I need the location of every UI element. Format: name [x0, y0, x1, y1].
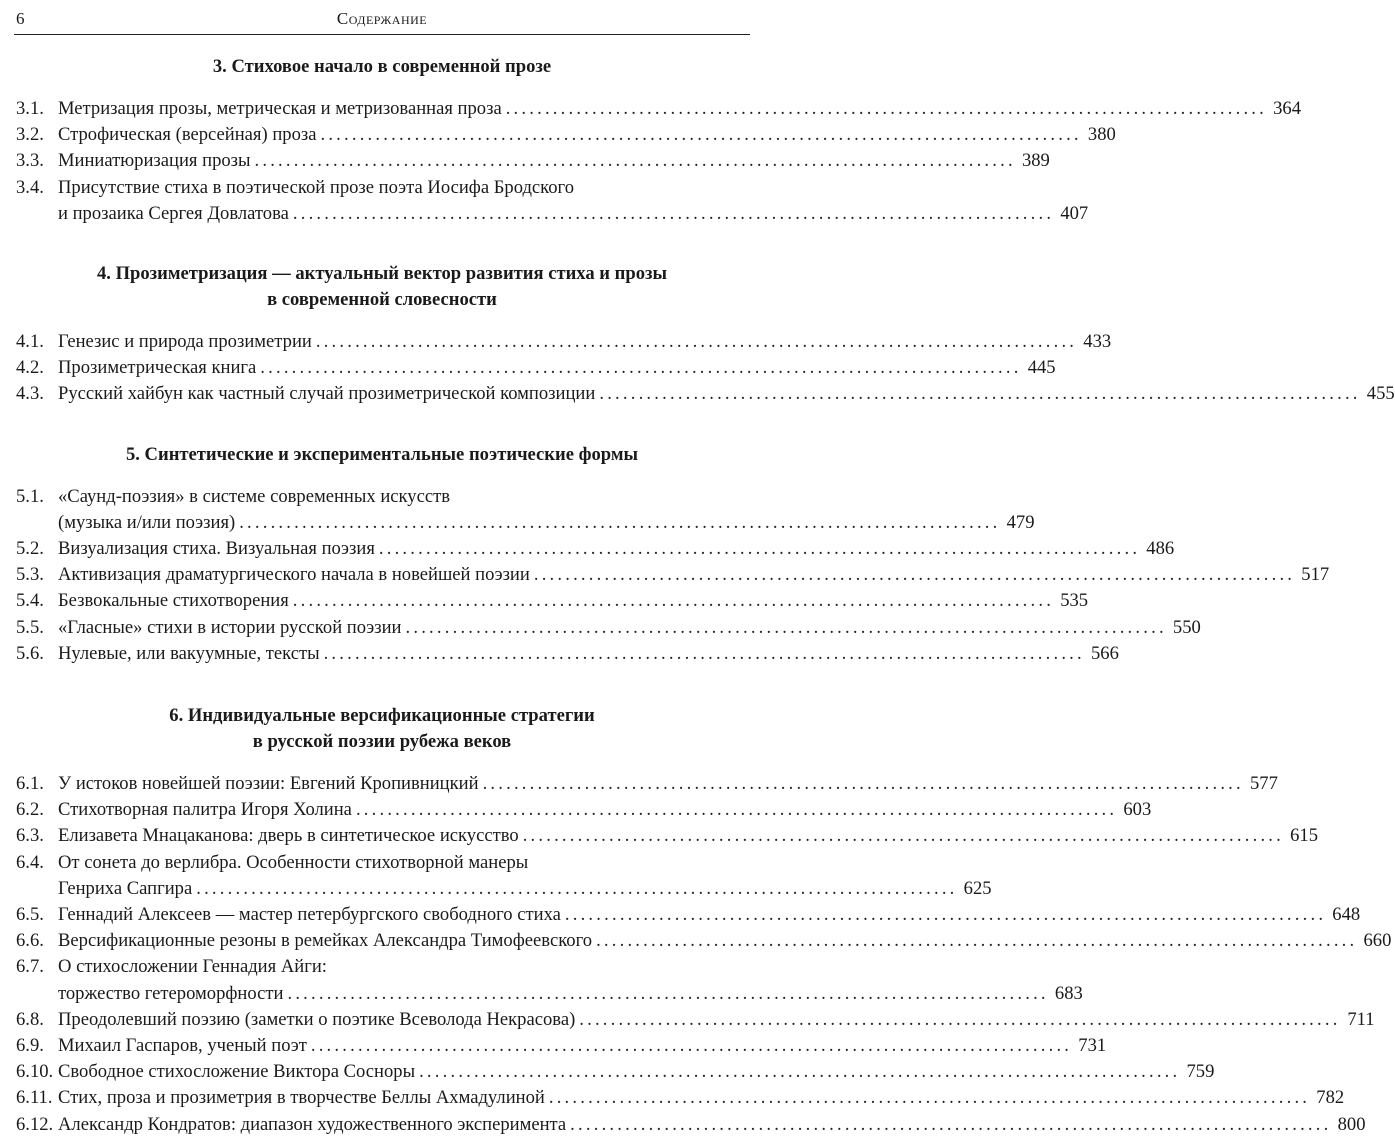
toc-entry[interactable] — [14, 148, 1050, 174]
entry-number: 5.6. — [16, 642, 44, 664]
entry-title-line: Генриха Сапгира — [58, 877, 193, 899]
toc-section — [14, 703, 1392, 1138]
entry-list — [14, 96, 1302, 227]
entry-number: 6.6. — [16, 930, 44, 952]
toc-section — [14, 261, 1395, 408]
dot-leader: ................................................................................................. — [579, 1008, 1341, 1030]
running-title: Содержание — [336, 9, 428, 28]
section-gap — [14, 227, 750, 261]
entry-body — [58, 122, 1116, 148]
entry-body — [58, 1007, 1375, 1033]
entry-title-lastline — [58, 536, 1175, 562]
entry-body — [58, 797, 1152, 823]
entry-list — [14, 771, 1392, 1138]
entry-body — [58, 823, 1318, 849]
entry-number: 6.1. — [16, 773, 44, 795]
entry-title-lastline — [58, 510, 1035, 536]
page-ref: 455 — [1366, 383, 1395, 405]
entry-number: 6.10. — [16, 1061, 54, 1083]
entry-title-line: «Саунд-поэзия» в системе современных искусств — [58, 485, 451, 507]
entry-number: 6.4. — [16, 851, 44, 873]
entry-title-lastline — [58, 771, 1278, 797]
dot-leader: ................................................................................................. — [533, 564, 1296, 586]
entry-title-line: Активизация драматургического начала в новейшей поэзии — [58, 564, 530, 586]
entry-title-lastline — [58, 562, 1330, 588]
dot-leader: ................................................................................................. — [292, 202, 1055, 224]
page-ref: 486 — [1146, 538, 1175, 560]
entry-list — [14, 329, 1395, 408]
dot-leader: ................................................................................................. — [596, 930, 1358, 952]
entry-body — [58, 329, 1112, 355]
entry-title-lastline — [58, 1007, 1375, 1033]
entry-title-line: Метризация прозы, метрическая и метризованная проза — [58, 98, 502, 119]
entry-title-line: О стихосложении Геннадия Айги: — [58, 956, 327, 978]
entry-body — [58, 850, 992, 902]
dot-leader: ................................................................................................. — [599, 383, 1361, 405]
dot-leader: ................................................................................................. — [292, 590, 1055, 612]
entry-title-line: Геннадий Алексеев — мастер петербургского свободного стиха — [58, 904, 561, 926]
entry-title-lastline — [58, 1059, 1215, 1085]
dot-leader: ................................................................................................. — [196, 877, 958, 899]
entry-title-lastline — [58, 1112, 1366, 1138]
entry-number: 3.2. — [16, 124, 44, 146]
toc-entry[interactable] — [14, 96, 1302, 122]
entry-title-line: Визуализация стиха. Визуальная поэзия — [58, 538, 375, 560]
entry-number: 6.12. — [16, 1113, 54, 1135]
entry-body — [58, 355, 1056, 381]
entry-number: 3.3. — [16, 150, 44, 172]
toc-entry[interactable] — [14, 122, 1116, 148]
entry-number: 6.7. — [16, 956, 44, 978]
toc-entry[interactable] — [14, 641, 1119, 667]
entry-number: 5.3. — [16, 564, 44, 586]
section-gap — [14, 408, 750, 442]
page-ref: 380 — [1087, 124, 1116, 146]
page-ref: 615 — [1290, 825, 1318, 847]
page-ref: 648 — [1332, 904, 1361, 926]
entry-title-line: Безвокальные стихотворения — [58, 590, 289, 612]
dot-leader: ................................................................................................. — [239, 511, 1001, 533]
entry-title-lastline — [58, 355, 1056, 381]
entry-body — [58, 381, 1395, 407]
entry-number: 6.8. — [16, 1008, 44, 1030]
entry-body — [58, 902, 1361, 928]
entry-title-line: Версификационные резоны в ремейках Александра Тимофеевского — [58, 930, 593, 952]
entry-title-line: Прозиметрическая книга — [58, 357, 257, 379]
dot-leader: ................................................................................................. — [260, 357, 1022, 379]
entry-title-lastline — [58, 201, 1089, 227]
table-of-contents — [14, 54, 1395, 1138]
entry-title-line: Стих, проза и прозиметрия в творчестве Беллы Ахмадулиной — [58, 1087, 545, 1109]
entry-title-line: От сонета до верлибра. Особенности стихотворной манеры — [58, 851, 529, 873]
page-ref: 782 — [1316, 1087, 1345, 1109]
toc-entry[interactable] — [14, 1085, 1345, 1111]
entry-body — [58, 588, 1089, 614]
entry-body — [58, 1112, 1366, 1138]
entry-title-line: Свободное стихосложение Виктора Сосноры — [58, 1061, 416, 1083]
page-ref: 445 — [1027, 357, 1056, 379]
entry-title-lastline — [58, 1033, 1107, 1059]
page-number: 6 — [16, 9, 25, 28]
page-ref: 759 — [1186, 1061, 1215, 1083]
entry-number: 6.11. — [16, 1087, 53, 1109]
page-ref: 566 — [1091, 642, 1119, 664]
entry-title-line: У истоков новейшей поэзии: Евгений Кропивницкий — [58, 773, 479, 795]
toc-entry[interactable] — [14, 1059, 1215, 1085]
page-ref: 683 — [1054, 982, 1083, 1004]
section-title-line: в русской поэзии рубежа веков — [252, 731, 512, 753]
entry-number: 5.1. — [16, 485, 44, 507]
entry-body — [58, 1033, 1107, 1059]
entry-title-line: Русский хайбун как частный случай прозиметрической композиции — [58, 383, 596, 405]
page-ref: 625 — [963, 877, 992, 899]
page-ref: 731 — [1078, 1035, 1107, 1057]
toc-section — [14, 54, 1302, 227]
entry-number: 6.9. — [16, 1035, 44, 1057]
toc-entry[interactable] — [14, 615, 1201, 641]
entry-number: 3.4. — [16, 176, 44, 198]
toc-entry[interactable] — [14, 329, 1112, 355]
dot-leader: ................................................................................................. — [419, 1061, 1181, 1083]
toc-entry[interactable] — [14, 771, 1278, 797]
entry-title-line: «Гласные» стихи в истории русской поэзии — [58, 616, 402, 638]
entry-number: 4.1. — [16, 331, 44, 353]
page-ref: 479 — [1006, 511, 1035, 533]
dot-leader: ................................................................................................. — [310, 1035, 1073, 1057]
entry-title-lastline — [58, 122, 1116, 148]
entry-title-line: Строфическая (версейная) проза — [58, 124, 317, 146]
page-ref: 389 — [1021, 150, 1050, 172]
entry-number: 6.3. — [16, 825, 44, 847]
section-title-line: 4. Прозиметризация — актуальный вектор развития стиха и прозы — [96, 263, 668, 285]
dot-leader: ................................................................................................. — [287, 982, 1049, 1004]
entry-number: 4.3. — [16, 383, 44, 405]
dot-leader: ................................................................................................. — [570, 1113, 1332, 1135]
entry-number: 4.2. — [16, 357, 44, 379]
entry-title-lastline — [58, 928, 1392, 954]
toc-entry[interactable] — [14, 536, 1175, 562]
dot-leader: ................................................................................................. — [522, 825, 1284, 847]
entry-number: 6.5. — [16, 904, 44, 926]
entry-title-lastline — [58, 96, 1302, 122]
dot-leader: ................................................................................................. — [505, 98, 1268, 119]
page-ref: 660 — [1363, 930, 1392, 952]
entry-body — [58, 175, 1089, 227]
dot-leader: ................................................................................................. — [315, 331, 1078, 353]
toc-entry[interactable] — [14, 1007, 1375, 1033]
entry-title-lastline — [58, 588, 1089, 614]
toc-entry[interactable] — [14, 484, 1035, 536]
page-ref: 433 — [1083, 331, 1112, 353]
entry-body — [58, 1085, 1345, 1111]
entry-title-line: Нулевые, или вакуумные, тексты — [58, 642, 320, 664]
section-title-line: 3. Стиховое начало в современной прозе — [212, 56, 552, 77]
dot-leader: ................................................................................................. — [254, 150, 1016, 172]
section-title — [14, 703, 750, 755]
toc-section — [14, 442, 1330, 667]
toc-entry[interactable] — [14, 954, 1083, 1006]
toc-entry[interactable] — [14, 1112, 1366, 1138]
page-ref: 603 — [1123, 799, 1152, 821]
entry-title-line: Стихотворная палитра Игоря Холина — [58, 799, 352, 821]
entry-title-lastline — [58, 641, 1119, 667]
entry-title-lastline — [58, 797, 1152, 823]
entry-title-line: Преодолевший поэзию (заметки о поэтике Всеволода Некрасова) — [58, 1008, 576, 1030]
page-ref: 517 — [1301, 564, 1330, 586]
entry-list — [14, 484, 1330, 667]
section-title-line: 5. Синтетические и экспериментальные поэтические формы — [125, 443, 639, 465]
dot-leader: ................................................................................................. — [355, 799, 1118, 821]
section-title — [14, 54, 750, 80]
entry-title-lastline — [58, 981, 1083, 1007]
toc-entry[interactable] — [14, 562, 1330, 588]
dot-leader: ................................................................................................. — [405, 616, 1167, 638]
entry-title-line: (музыка и/или поэзия) — [58, 511, 236, 533]
toc-entry[interactable] — [14, 175, 1089, 227]
section-title — [14, 442, 750, 468]
entry-title-lastline — [58, 902, 1361, 928]
page-ref: 800 — [1337, 1113, 1366, 1135]
entry-body — [58, 615, 1201, 641]
page-ref: 550 — [1172, 616, 1201, 638]
entry-title-lastline — [58, 381, 1395, 407]
entry-body — [58, 536, 1175, 562]
entry-number: 3.1. — [16, 98, 44, 119]
page-ref: 535 — [1060, 590, 1089, 612]
section-title-line: 6. Индивидуальные версификационные стратегии — [169, 705, 595, 727]
entry-title-lastline — [58, 615, 1201, 641]
dot-leader: ................................................................................................. — [378, 538, 1141, 560]
entry-number: 5.2. — [16, 538, 44, 560]
dot-leader: ................................................................................................. — [323, 642, 1085, 664]
entry-body — [58, 954, 1083, 1006]
toc-entry[interactable] — [14, 381, 1395, 407]
entry-number: 6.2. — [16, 799, 44, 821]
entry-title-lastline — [58, 148, 1050, 174]
toc-entry[interactable] — [14, 1033, 1107, 1059]
toc-entry[interactable] — [14, 355, 1056, 381]
dot-leader: ................................................................................................. — [564, 904, 1327, 926]
entry-title-lastline — [58, 876, 992, 902]
entry-number: 5.4. — [16, 590, 44, 612]
dot-leader: ................................................................................................. — [320, 124, 1082, 146]
entry-body — [58, 484, 1035, 536]
entry-title-line: торжество гетероморфности — [58, 982, 284, 1004]
entry-title-line: Александр Кондратов: диапазон художественного эксперимента — [58, 1113, 567, 1135]
entry-title-line: и прозаика Сергея Довлатова — [58, 202, 289, 224]
toc-entry[interactable] — [14, 902, 1361, 928]
entry-title-lastline — [58, 1085, 1345, 1111]
dot-leader: ................................................................................................. — [482, 773, 1244, 795]
toc-entry[interactable] — [14, 588, 1089, 614]
entry-body — [58, 96, 1302, 122]
entry-title-line: Присутствие стиха в поэтической прозе поэта Иосифа Бродского — [58, 176, 575, 198]
entry-number: 5.5. — [16, 616, 44, 638]
toc-entry[interactable] — [14, 928, 1392, 954]
toc-entry[interactable] — [14, 823, 1318, 849]
entry-body — [58, 641, 1119, 667]
entry-body — [58, 1059, 1215, 1085]
entry-body — [58, 562, 1330, 588]
entry-body — [58, 771, 1278, 797]
page-ref: 407 — [1060, 202, 1089, 224]
page-ref: 577 — [1249, 773, 1278, 795]
running-head — [14, 6, 750, 35]
page-ref: 711 — [1347, 1008, 1375, 1030]
entry-title-lastline — [58, 329, 1112, 355]
section-title-line: в современной словесности — [267, 289, 497, 311]
section-gap — [14, 667, 750, 703]
toc-entry[interactable] — [14, 797, 1152, 823]
entry-title-line: Михаил Гаспаров, ученый поэт — [58, 1035, 307, 1057]
entry-title-line: Миниатюризация прозы — [58, 150, 251, 172]
entry-title-line: Елизавета Мнацаканова: дверь в синтетическое искусство — [58, 825, 519, 847]
page-ref: 364 — [1273, 98, 1302, 119]
entry-title-lastline — [58, 823, 1318, 849]
dot-leader: ................................................................................................. — [548, 1087, 1311, 1109]
section-title — [14, 261, 750, 313]
entry-body — [58, 148, 1050, 174]
toc-entry[interactable] — [14, 850, 992, 902]
entry-body — [58, 928, 1392, 954]
entry-title-line: Генезис и природа прозиметрии — [58, 331, 312, 353]
